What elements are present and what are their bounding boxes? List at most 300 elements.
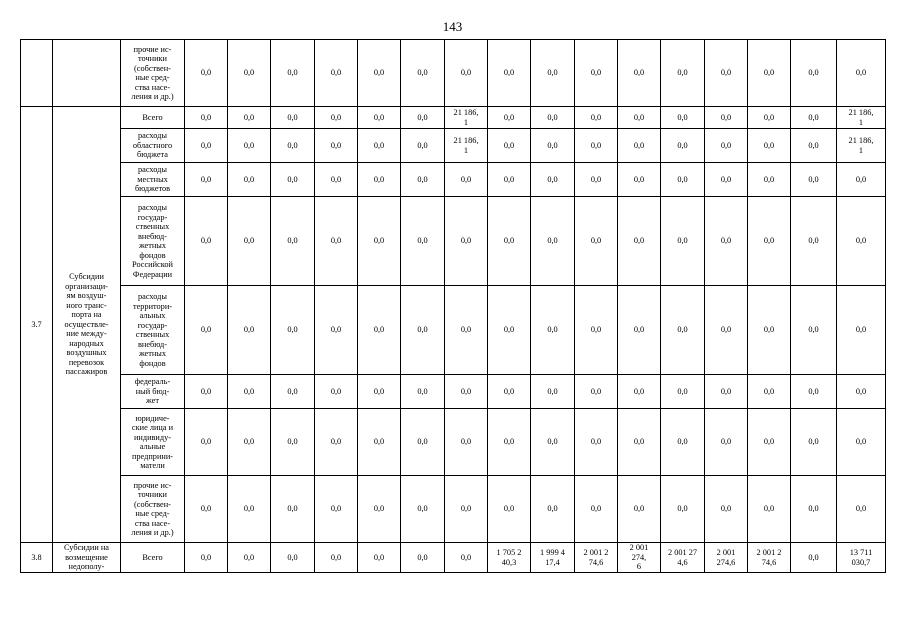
value-cell (748, 286, 791, 375)
value-cell (358, 476, 401, 543)
value-cell-text: 0,0 (763, 504, 775, 514)
value-cell-text: 0,0 (590, 174, 602, 184)
value-cell (358, 40, 401, 107)
value-cell-text: 2 001 274,6 (716, 548, 736, 567)
value-cell-text: 0,0 (460, 552, 472, 562)
value-cell-text: 0,0 (503, 174, 515, 184)
value-cell-text: 0,0 (417, 552, 428, 562)
value-cell (185, 107, 228, 129)
value-cell-text: 0,0 (373, 325, 385, 335)
value-cell (748, 476, 791, 543)
table-row (21, 409, 886, 476)
value-cell (185, 129, 228, 163)
value-cell-text: 0,0 (373, 504, 385, 514)
value-cell (401, 40, 445, 107)
value-cell-text: 0,0 (243, 504, 255, 514)
value-cell (228, 129, 271, 163)
value-cell-text: 0,0 (417, 112, 428, 122)
value-cell-text: 0,0 (243, 386, 255, 396)
value-cell-text: 0,0 (373, 68, 385, 78)
value-cell (445, 40, 488, 107)
value-cell (358, 129, 401, 163)
value-cell-text: 0,0 (677, 437, 688, 447)
value-cell (791, 476, 837, 543)
value-cell-text: 0,0 (200, 236, 212, 246)
value-cell-text: 0,0 (200, 386, 212, 396)
value-cell (837, 129, 886, 163)
value-cell (705, 163, 748, 197)
row-code (21, 543, 53, 573)
source-cell (121, 40, 185, 107)
value-cell (575, 375, 618, 409)
value-cell (358, 543, 401, 573)
value-cell (837, 40, 886, 107)
page-number: 143 (442, 19, 463, 34)
source-cell (121, 107, 185, 129)
value-cell (228, 163, 271, 197)
value-cell-text: 0,0 (243, 140, 255, 150)
value-cell-text: 21 186, 1 (453, 108, 479, 127)
value-cell (531, 375, 575, 409)
budget-table-body (21, 40, 886, 573)
value-cell-text: 0,0 (287, 236, 298, 246)
source-cell (121, 375, 185, 409)
value-cell (837, 107, 886, 129)
source-cell-text: прочие ис- точники (собствен- ные сред- ства насе- ления и др.) (131, 44, 174, 101)
value-cell-text: 0,0 (590, 437, 602, 447)
value-cell-text: 0,0 (720, 112, 732, 122)
value-cell (488, 543, 531, 573)
value-cell-text: 0,0 (287, 140, 298, 150)
value-cell-text: 0,0 (633, 386, 645, 396)
value-cell (271, 40, 315, 107)
value-cell-text: 2 001 274, 6 (629, 543, 649, 572)
value-cell-text: 0,0 (720, 68, 732, 78)
value-cell (791, 286, 837, 375)
value-cell (445, 543, 488, 573)
value-cell-text: 0,0 (677, 386, 688, 396)
source-cell-text: расходы государ- ственных внебюд- жетных фондов Российской Федерации (132, 203, 173, 279)
value-cell (575, 286, 618, 375)
value-cell-text: 0,0 (763, 174, 775, 184)
value-cell-text: 0,0 (763, 437, 775, 447)
value-cell-text: 0,0 (808, 552, 819, 562)
value-cell-text: 0,0 (677, 140, 688, 150)
value-cell-text: 0,0 (763, 68, 775, 78)
value-cell (445, 286, 488, 375)
value-cell (185, 286, 228, 375)
value-cell (315, 286, 358, 375)
value-cell-text: 0,0 (200, 552, 212, 562)
value-cell-text: 0,0 (547, 140, 558, 150)
value-cell-text: 0,0 (373, 386, 385, 396)
value-cell-text: 0,0 (547, 504, 558, 514)
source-cell-text: расходы местных бюджетов (134, 165, 171, 194)
value-cell (488, 375, 531, 409)
value-cell (445, 197, 488, 286)
value-cell-text: 2 001 2 74,6 (583, 548, 609, 567)
source-cell (121, 286, 185, 375)
value-cell-text: 0,0 (200, 325, 212, 335)
value-cell-text: 0,0 (460, 236, 472, 246)
value-cell (271, 163, 315, 197)
value-cell-text: 0,0 (590, 112, 602, 122)
value-cell (748, 163, 791, 197)
value-cell-text: 0,0 (287, 504, 298, 514)
value-cell-text: 0,0 (855, 174, 867, 184)
value-cell-text: 0,0 (633, 236, 645, 246)
value-cell-text: 0,0 (503, 112, 515, 122)
value-cell-text: 0,0 (503, 386, 515, 396)
value-cell (618, 375, 661, 409)
value-cell (445, 163, 488, 197)
value-cell-text: 0,0 (373, 552, 385, 562)
value-cell (315, 197, 358, 286)
value-cell-text: 0,0 (243, 325, 255, 335)
table-row (21, 129, 886, 163)
value-cell-text: 0,0 (547, 68, 558, 78)
value-cell-text: 0,0 (763, 236, 775, 246)
value-cell (358, 197, 401, 286)
value-cell (401, 129, 445, 163)
value-cell (531, 129, 575, 163)
value-cell-text: 0,0 (590, 325, 602, 335)
value-cell (661, 163, 705, 197)
value-cell (837, 476, 886, 543)
value-cell (705, 543, 748, 573)
value-cell (445, 375, 488, 409)
source-cell (121, 476, 185, 543)
source-cell (121, 129, 185, 163)
value-cell (618, 40, 661, 107)
value-cell (837, 286, 886, 375)
value-cell-text: 0,0 (855, 437, 867, 447)
value-cell (531, 286, 575, 375)
table-row (21, 543, 886, 573)
row-code-text: 3.8 (31, 552, 42, 562)
value-cell (358, 375, 401, 409)
value-cell (315, 40, 358, 107)
value-cell (315, 107, 358, 129)
value-cell-text: 21 186, 1 (453, 136, 479, 155)
value-cell-text: 21 186, 1 (848, 108, 874, 127)
value-cell (705, 107, 748, 129)
value-cell (837, 543, 886, 573)
value-cell (705, 40, 748, 107)
source-cell (121, 543, 185, 573)
value-cell (575, 40, 618, 107)
value-cell-text: 1 705 2 40,3 (496, 548, 522, 567)
value-cell (705, 197, 748, 286)
source-cell-text: расходы территори- альных государ- ственных внебюд- жетных фондов (132, 292, 173, 368)
value-cell-text: 0,0 (330, 68, 342, 78)
value-cell-text: 0,0 (590, 236, 602, 246)
value-cell (488, 286, 531, 375)
source-cell-text: расходы областного бюджета (132, 131, 173, 160)
value-cell-text: 0,0 (633, 140, 645, 150)
value-cell-text: 0,0 (373, 174, 385, 184)
value-cell (531, 476, 575, 543)
value-cell (271, 375, 315, 409)
value-cell (791, 375, 837, 409)
value-cell-text: 0,0 (720, 140, 732, 150)
value-cell (791, 197, 837, 286)
value-cell (575, 476, 618, 543)
value-cell-text: 0,0 (330, 112, 342, 122)
row-code (21, 107, 53, 543)
value-cell-text: 0,0 (763, 386, 775, 396)
value-cell-text: 0,0 (460, 174, 472, 184)
value-cell-text: 0,0 (330, 174, 342, 184)
value-cell (401, 476, 445, 543)
value-cell (358, 286, 401, 375)
value-cell-text: 0,0 (330, 325, 342, 335)
value-cell-text: 0,0 (200, 68, 212, 78)
value-cell-text: 0,0 (417, 386, 428, 396)
value-cell (488, 476, 531, 543)
value-cell (315, 543, 358, 573)
value-cell-text: 0,0 (720, 437, 732, 447)
value-cell-text: 0,0 (547, 112, 558, 122)
value-cell-text: 0,0 (287, 386, 298, 396)
value-cell (661, 286, 705, 375)
value-cell-text: 0,0 (200, 504, 212, 514)
value-cell-text: 0,0 (330, 437, 342, 447)
value-cell-text: 0,0 (808, 68, 819, 78)
value-cell-text: 0,0 (417, 325, 428, 335)
value-cell-text: 0,0 (200, 140, 212, 150)
value-cell (661, 197, 705, 286)
value-cell-text: 0,0 (503, 68, 515, 78)
value-cell (271, 197, 315, 286)
value-cell-text: 0,0 (417, 504, 428, 514)
value-cell (575, 543, 618, 573)
source-cell (121, 409, 185, 476)
value-cell (271, 107, 315, 129)
value-cell (661, 476, 705, 543)
row-name (53, 543, 121, 573)
source-cell-text: прочие ис- точники (собствен- ные сред- ства насе- ления и др.) (131, 480, 174, 537)
value-cell-text: 0,0 (330, 140, 342, 150)
value-cell-text: 0,0 (243, 112, 255, 122)
source-cell-text: юридиче- ские лица и индивиду- альные предприни- матели (131, 413, 174, 470)
value-cell (185, 409, 228, 476)
value-cell (488, 163, 531, 197)
table-row (21, 476, 886, 543)
value-cell (445, 476, 488, 543)
value-cell (185, 40, 228, 107)
value-cell-text: 0,0 (373, 140, 385, 150)
value-cell-text: 0,0 (720, 174, 732, 184)
value-cell (488, 107, 531, 129)
value-cell-text: 0,0 (287, 112, 298, 122)
value-cell-text: 0,0 (590, 386, 602, 396)
value-cell-text: 0,0 (547, 236, 558, 246)
value-cell (618, 107, 661, 129)
value-cell-text: 2 001 2 74,6 (756, 548, 782, 567)
value-cell (705, 286, 748, 375)
value-cell (791, 129, 837, 163)
value-cell (401, 543, 445, 573)
row-code-text: 3.7 (31, 319, 42, 329)
value-cell (837, 375, 886, 409)
value-cell (271, 129, 315, 163)
value-cell (445, 409, 488, 476)
value-cell (358, 163, 401, 197)
value-cell-text: 0,0 (200, 437, 212, 447)
value-cell-text: 0,0 (855, 236, 867, 246)
value-cell (401, 163, 445, 197)
value-cell-text: 0,0 (330, 236, 342, 246)
table-row (21, 40, 886, 107)
value-cell-text: 0,0 (855, 386, 867, 396)
value-cell (618, 163, 661, 197)
value-cell-text: 0,0 (677, 325, 688, 335)
value-cell (618, 409, 661, 476)
value-cell (271, 543, 315, 573)
value-cell (271, 409, 315, 476)
value-cell-text: 0,0 (590, 68, 602, 78)
value-cell (531, 40, 575, 107)
value-cell-text: 0,0 (460, 325, 472, 335)
value-cell (618, 129, 661, 163)
value-cell-text: 0,0 (808, 112, 819, 122)
value-cell (315, 163, 358, 197)
value-cell (488, 40, 531, 107)
value-cell (228, 375, 271, 409)
source-cell (121, 197, 185, 286)
table-row (21, 375, 886, 409)
value-cell-text: 0,0 (330, 386, 342, 396)
value-cell-text: 0,0 (808, 437, 819, 447)
value-cell (837, 197, 886, 286)
value-cell-text: 0,0 (287, 552, 298, 562)
table-row (21, 197, 886, 286)
value-cell (575, 409, 618, 476)
value-cell-text: 0,0 (200, 174, 212, 184)
value-cell-text: 0,0 (287, 68, 298, 78)
value-cell (661, 375, 705, 409)
value-cell (661, 129, 705, 163)
value-cell (315, 409, 358, 476)
value-cell (705, 375, 748, 409)
value-cell (748, 197, 791, 286)
value-cell (315, 476, 358, 543)
value-cell-text: 0,0 (330, 504, 342, 514)
value-cell-text: 0,0 (677, 236, 688, 246)
value-cell-text: 0,0 (373, 236, 385, 246)
value-cell-text: 0,0 (200, 112, 212, 122)
value-cell-text: 0,0 (460, 504, 472, 514)
table-row (21, 163, 886, 197)
value-cell-text: 0,0 (460, 68, 472, 78)
row-name (53, 107, 121, 543)
value-cell (401, 286, 445, 375)
value-cell (185, 197, 228, 286)
value-cell (531, 197, 575, 286)
value-cell-text: 0,0 (677, 112, 688, 122)
value-cell (488, 197, 531, 286)
value-cell (228, 543, 271, 573)
value-cell-text: 0,0 (373, 437, 385, 447)
value-cell-text: 0,0 (503, 140, 515, 150)
value-cell (271, 476, 315, 543)
value-cell-text: 0,0 (763, 140, 775, 150)
value-cell-text: 0,0 (720, 386, 732, 396)
value-cell (705, 476, 748, 543)
row-name-text: Субсидии организаци- ям воздуш- ного транс- порта на осуществле- ние между- народных воздушных перевозок пассажиров (64, 272, 109, 377)
value-cell (618, 286, 661, 375)
value-cell-text: 0,0 (460, 437, 472, 447)
value-cell-text: 0,0 (243, 68, 255, 78)
value-cell-text: 0,0 (287, 325, 298, 335)
value-cell-text: 0,0 (417, 174, 428, 184)
value-cell (401, 107, 445, 129)
value-cell-text: 0,0 (808, 504, 819, 514)
value-cell (791, 163, 837, 197)
value-cell (228, 286, 271, 375)
value-cell (488, 129, 531, 163)
value-cell (705, 409, 748, 476)
value-cell (791, 40, 837, 107)
value-cell (531, 409, 575, 476)
value-cell-text: 0,0 (633, 174, 645, 184)
value-cell (531, 543, 575, 573)
value-cell (401, 375, 445, 409)
value-cell-text: 0,0 (763, 112, 775, 122)
value-cell (791, 107, 837, 129)
value-cell-text: 0,0 (808, 140, 819, 150)
value-cell (618, 476, 661, 543)
value-cell (748, 409, 791, 476)
value-cell-text: 0,0 (855, 68, 867, 78)
value-cell-text: 0,0 (808, 386, 819, 396)
value-cell-text: 0,0 (547, 386, 558, 396)
value-cell-text: 0,0 (677, 504, 688, 514)
value-cell (228, 476, 271, 543)
value-cell (661, 40, 705, 107)
value-cell-text: 0,0 (590, 504, 602, 514)
value-cell-text: 0,0 (503, 504, 515, 514)
source-cell-text: Всего (142, 552, 163, 562)
value-cell-text: 0,0 (590, 140, 602, 150)
value-cell-text: 0,0 (503, 437, 515, 447)
value-cell-text: 0,0 (633, 437, 645, 447)
value-cell-text: 0,0 (633, 325, 645, 335)
value-cell (661, 409, 705, 476)
value-cell-text: 0,0 (417, 68, 428, 78)
value-cell-text: 0,0 (243, 236, 255, 246)
source-cell (121, 163, 185, 197)
value-cell (185, 375, 228, 409)
value-cell-text: 0,0 (243, 174, 255, 184)
value-cell (358, 107, 401, 129)
value-cell-text: 0,0 (547, 174, 558, 184)
value-cell (837, 409, 886, 476)
value-cell-text: 0,0 (633, 112, 645, 122)
value-cell-text: 0,0 (417, 140, 428, 150)
value-cell (705, 129, 748, 163)
value-cell-text: 0,0 (855, 325, 867, 335)
value-cell-text: 0,0 (720, 236, 732, 246)
value-cell (575, 197, 618, 286)
value-cell (791, 543, 837, 573)
code-cell (21, 40, 53, 107)
value-cell-text: 0,0 (677, 68, 688, 78)
value-cell (445, 129, 488, 163)
value-cell-text: 0,0 (373, 112, 385, 122)
budget-table (20, 39, 886, 573)
